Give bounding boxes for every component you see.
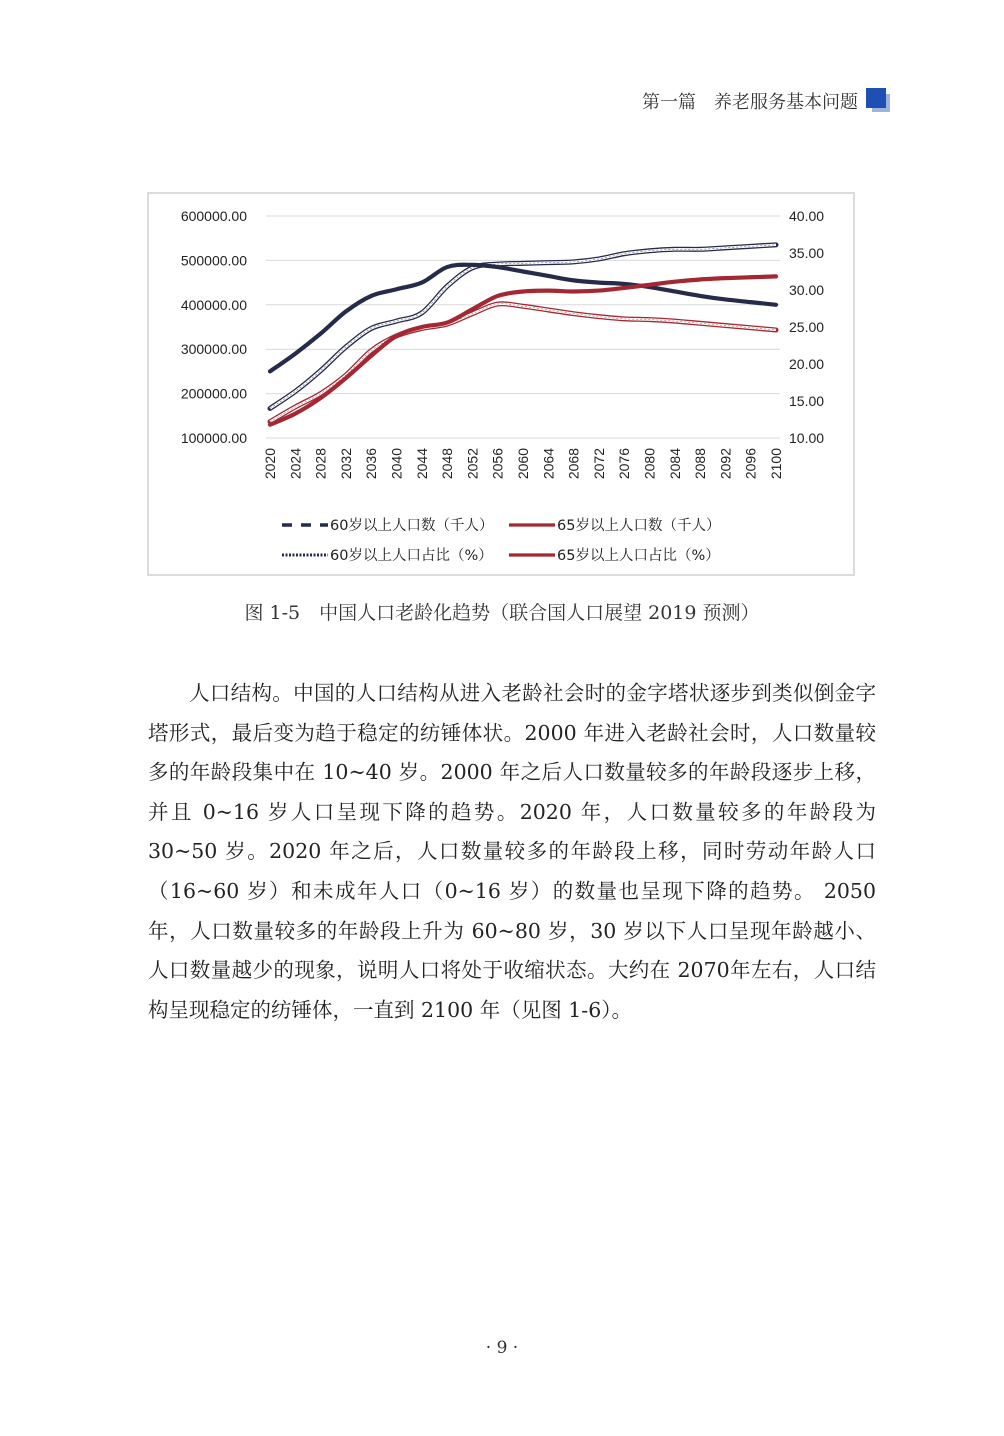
x-axis-tick-label: 2044 — [413, 448, 430, 480]
left-axis-tick-label: 300000.00 — [180, 341, 247, 358]
x-axis-tick-label: 2092 — [717, 448, 734, 480]
figure-caption: 图 1-5 中国人口老龄化趋势（联合国人口展望 2019 预测） — [244, 602, 760, 624]
legend-label: 60岁以上人口数（千人） — [330, 518, 494, 534]
body-paragraph: 人口结构。中国的人口结构从进入老龄社会时的金字塔状逐步到类似倒金字塔形式，最后变为趋于稳定的纺锤体状。2000 年进入老龄社会时，人口数量较多的年龄段集中在 10~40 岁。2000 年之后人口数量较多的年龄段逐步上移，并且 0~16 岁人口呈现下降的趋势。2020 年，人口数量较多的年龄段为 30~50 岁。2020 年之后，人口数量较多的年龄段上移，同时劳动年龄人口（16~60 岁）和未成年人口（0~16 岁）的数量也呈现下降的趋势。 2050 年，人口数量较多的年龄段上升为 60~80 岁，30 岁以下人口呈现年龄越小、人口数量越少的现象，说明人口将处于收缩状态。大约在 2070年左右，人口结构呈现稳定的纺锤体，一直到 2100 年（见图 1-6）。 — [148, 681, 876, 1022]
x-axis-tick-label: 2056 — [489, 448, 506, 480]
right-axis-tick-label: 15.00 — [789, 393, 825, 409]
page-number: · 9 · — [485, 1338, 519, 1358]
x-axis-tick-label: 2028 — [312, 448, 329, 480]
x-axis-tick-label: 2100 — [768, 448, 784, 480]
running-header — [600, 86, 900, 118]
x-axis-tick-label: 2040 — [388, 448, 405, 480]
legend-label: 65岁以上人口数（千人） — [557, 518, 721, 534]
x-axis-tick-label: 2036 — [363, 448, 380, 480]
legend-label: 65岁以上人口占比（%） — [557, 548, 720, 564]
figure-chart — [147, 192, 855, 576]
x-axis-tick-label: 2024 — [287, 448, 304, 480]
legend-item — [509, 517, 720, 534]
x-axis-tick-label: 2032 — [337, 448, 354, 480]
x-axis-tick-label: 2096 — [742, 448, 759, 480]
header-accent-square — [866, 88, 886, 108]
left-axis-tick-label: 600000.00 — [180, 208, 247, 224]
legend-item — [282, 517, 493, 534]
x-axis-tick-label: 2060 — [515, 448, 531, 480]
left-axis-tick-label: 400000.00 — [180, 296, 247, 313]
left-axis-tick-label: 100000.00 — [180, 430, 247, 446]
right-axis-tick-label: 10.00 — [789, 430, 825, 446]
legend-item — [282, 547, 493, 564]
x-axis-tick-label: 2052 — [464, 448, 481, 480]
x-axis-tick-label: 2080 — [641, 448, 658, 480]
left-axis-tick-label: 200000.00 — [180, 385, 247, 402]
right-axis-tick-label: 40.00 — [789, 208, 825, 224]
x-axis-tick-label: 2020 — [262, 448, 278, 480]
right-axis-tick-label: 30.00 — [789, 282, 825, 298]
x-axis-tick-label: 2064 — [540, 448, 557, 480]
right-axis-tick-label: 35.00 — [789, 245, 825, 261]
series-line-1 — [270, 276, 776, 424]
legend-item — [509, 547, 720, 564]
header-title: 第一篇 养老服务基本问题 — [642, 92, 858, 113]
x-axis-tick-label: 2072 — [590, 448, 607, 480]
chart-svg — [149, 194, 853, 574]
x-axis-tick-label: 2048 — [439, 448, 456, 480]
left-axis-tick-label: 500000.00 — [180, 252, 247, 269]
series-line-3 — [270, 304, 776, 422]
x-axis-tick-label: 2068 — [565, 448, 582, 480]
right-axis-tick-label: 25.00 — [789, 319, 825, 335]
legend-label: 60岁以上人口占比（%） — [330, 548, 493, 564]
right-axis-tick-label: 20.00 — [789, 356, 825, 372]
x-axis-tick-label: 2088 — [692, 448, 709, 480]
x-axis-tick-label: 2084 — [666, 448, 683, 480]
x-axis-tick-label: 2076 — [616, 448, 633, 480]
